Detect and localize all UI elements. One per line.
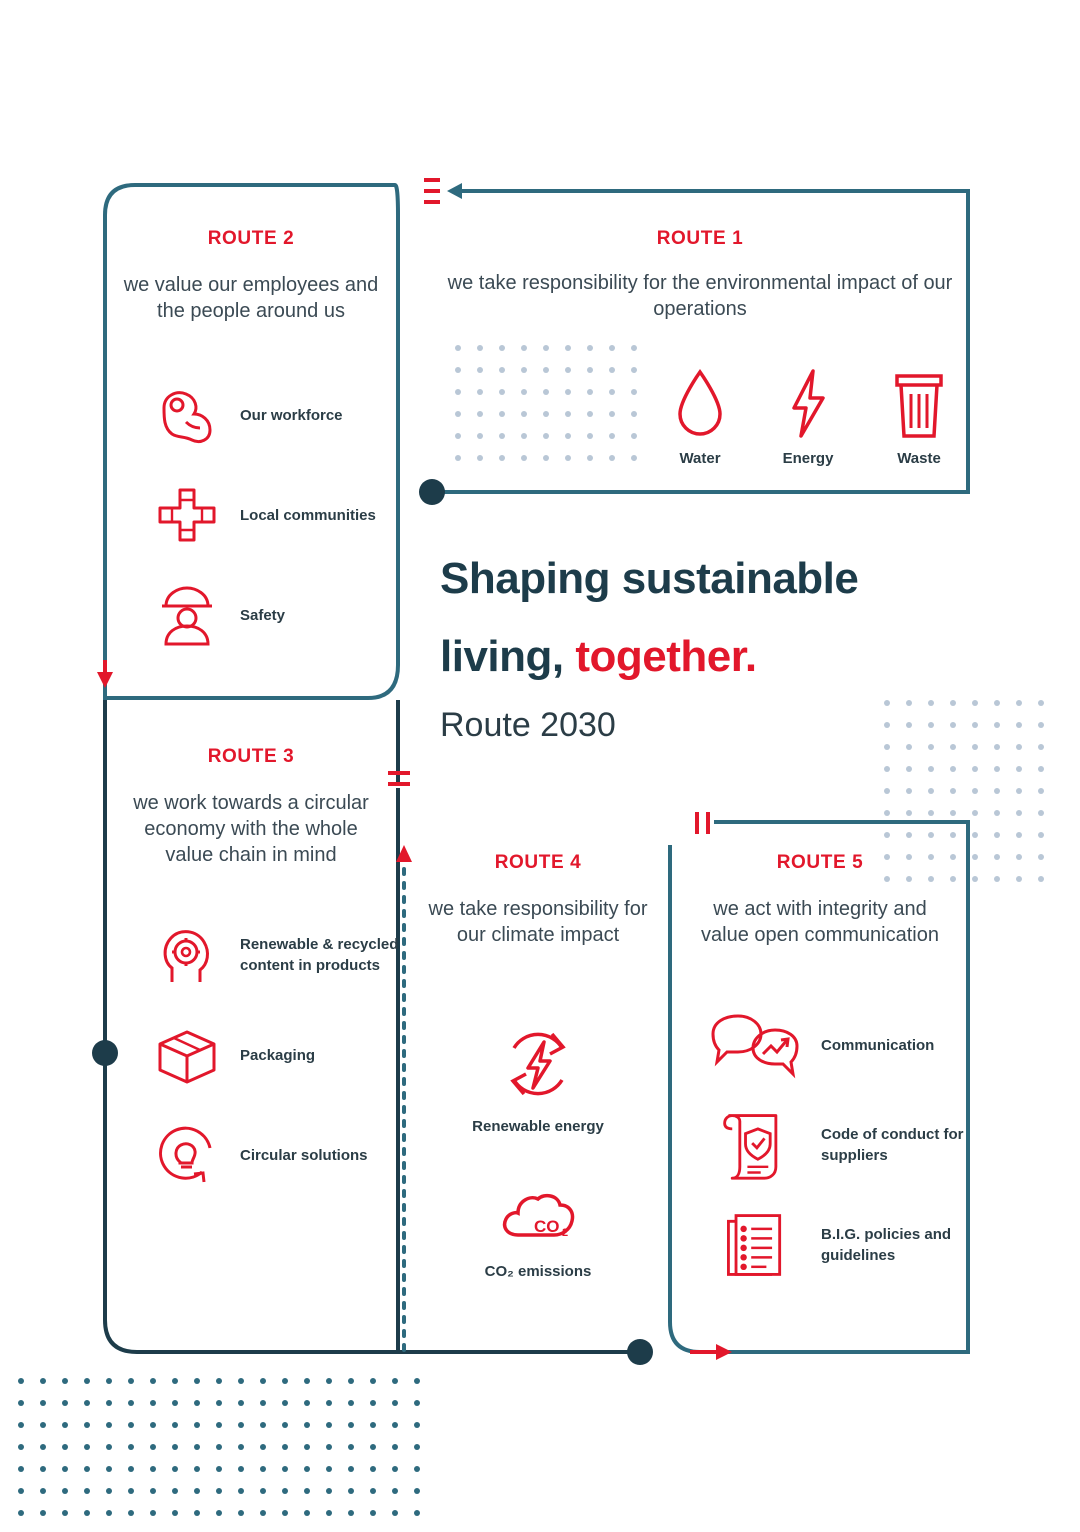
route-1-item-energy [780,366,836,467]
route-3-label-packaging: Packaging [240,1046,316,1064]
route-1-items [672,366,950,467]
route-3-item-circular-solutions [150,1118,400,1192]
route-1-caption-energy: Energy [782,450,834,467]
route-1-caption-waste: Waste [897,450,941,467]
route-5-label-big-policies: B.I.G. policies and guidelines [821,1226,952,1264]
route-4-item-co2 [418,1175,658,1280]
dot-grid-route1 [455,345,653,477]
route-5-label-code-of-conduct: Code of conduct for suppliers [821,1126,964,1164]
route-2-label-safety: Safety [240,606,286,624]
cardboard-box-icon [150,1018,224,1092]
route-2-label-local-communities: Local communities [240,506,376,524]
route-3-panel [120,746,382,868]
route-1-label: ROUTE 1 [656,228,744,249]
route-1-item-waste [888,366,950,467]
head-gear-icon [150,918,224,992]
joined-hands-icon [150,478,224,552]
route-1-caption-water: Water [679,450,721,467]
route-5-item-communication [705,1008,965,1082]
route-1-item-water [672,366,728,467]
route-3-description: we work towards a circular economy with the whole value chain in mind [133,792,369,866]
route-4-caption-renewable-energy: Renewable energy [472,1118,604,1135]
route-5-description: we act with integrity and value open communication [701,898,939,946]
co2-cloud-icon [492,1175,584,1255]
route-4-item-renewable-energy [418,1018,658,1135]
flexed-arm-icon [150,378,224,452]
route-5-label-communication: Communication [821,1036,935,1054]
svg-text:CO: CO [534,1217,560,1236]
route-5-panel [700,852,940,948]
title-line-2-prefix: living, [440,632,576,681]
route-4-panel [418,852,658,948]
speech-bubbles-icon [705,1008,805,1082]
title-accent: together. [575,632,757,681]
water-drop-icon [672,366,728,442]
trash-bin-icon [888,366,950,442]
route-2-item-safety [150,578,400,652]
route-5-item-big-policies [705,1208,965,1282]
route-4-description: we take responsibility for our climate impact [428,898,648,946]
route-4-label: ROUTE 4 [494,852,582,873]
lightning-bolt-icon [780,366,836,442]
route-5-items [705,1008,965,1282]
route-2-label: ROUTE 2 [207,228,295,249]
main-title-block [440,540,960,748]
route-1-description: we take responsibility for the environmental impact of our operations [447,272,953,320]
route-2-panel [120,228,382,324]
route-3-label-renewable-content: Renewable & recycled content in products [240,936,399,974]
route-2-items [150,378,400,652]
route-2-item-workforce [150,378,400,452]
route-4-items [418,1018,658,1280]
route-1-panel [440,228,960,322]
title-line-2 [440,618,960,696]
title-line-1: Shaping sustainable [440,554,859,603]
lightbulb-circular-icon [150,1118,224,1192]
route-3-label: ROUTE 3 [207,746,295,767]
route-3-item-renewable-content [150,918,400,992]
route-3-label-circular-solutions: Circular solutions [240,1146,368,1164]
route-2-item-local-communities [150,478,400,552]
route-2-label-workforce: Our workforce [240,406,343,424]
scroll-shield-icon [705,1108,805,1182]
route-4-caption-co2: CO₂ emissions [484,1263,592,1280]
route-3-items [150,918,400,1192]
svg-text:2: 2 [562,1227,569,1239]
dot-grid-bottom [18,1378,436,1532]
route-2-description: we value our employees and the people around us [123,274,379,322]
route-5-item-code-of-conduct [705,1108,965,1182]
renewable-energy-icon [492,1018,584,1110]
checklist-icon [705,1208,805,1282]
subtitle: Route 2030 [440,706,616,744]
route-5-label: ROUTE 5 [776,852,864,873]
route-3-item-packaging [150,1018,400,1092]
hard-hat-worker-icon [150,578,224,652]
